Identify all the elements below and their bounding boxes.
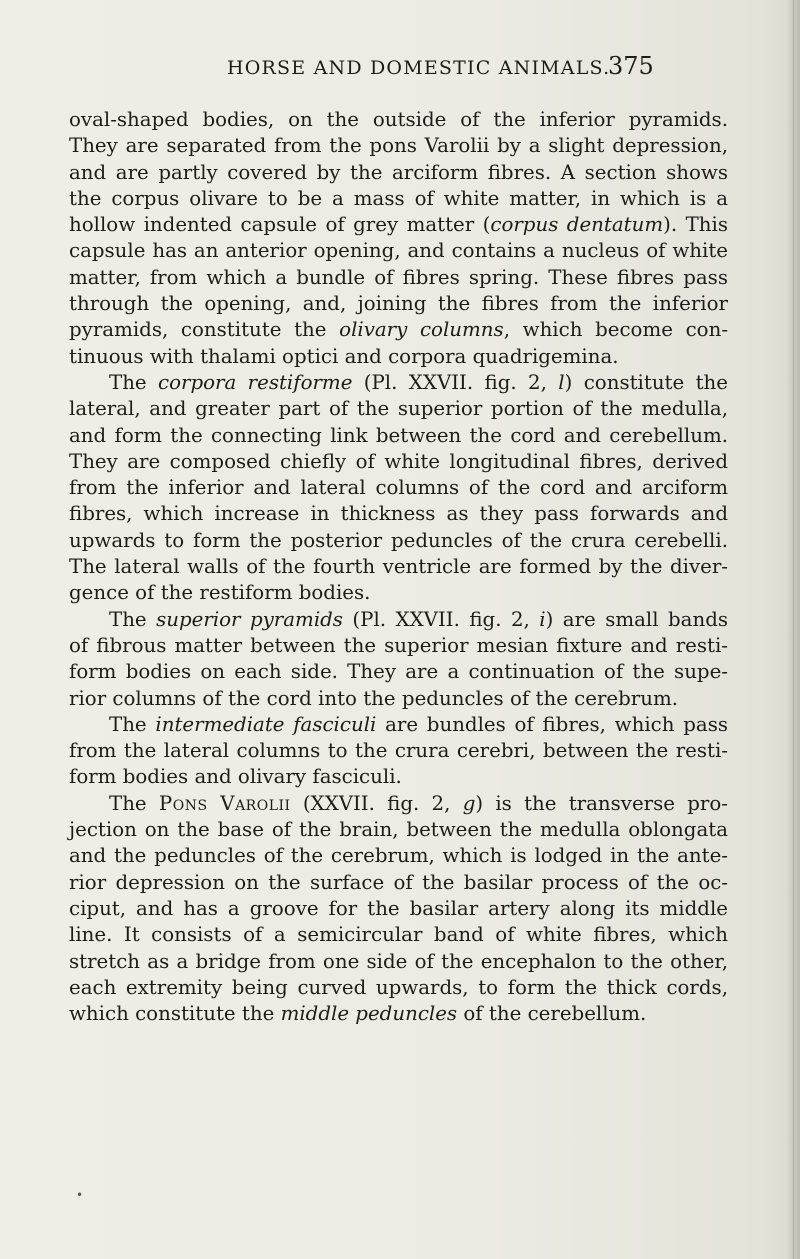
text-segment: form bodies on each side. They are a continuation of the supe- bbox=[69, 660, 728, 684]
text-segment: the corpus olivare to be a mass of white matter, in which is a bbox=[69, 186, 728, 210]
text-line bbox=[69, 160, 728, 186]
text-segment: form bodies and olivary fasciculi. bbox=[69, 765, 402, 789]
text-segment: The lateral walls of the fourth ventricle are formed by the diver- bbox=[69, 555, 728, 579]
text-segment: ) are small bands bbox=[545, 607, 729, 631]
text-line bbox=[69, 238, 728, 264]
text-line bbox=[69, 686, 728, 712]
text-segment: jection on the base of the brain, between the medulla oblongata bbox=[69, 818, 728, 842]
text-segment: ). This bbox=[663, 213, 728, 237]
text-segment: The bbox=[109, 712, 156, 736]
text-segment: (Pl. XXVII. fig. 2, bbox=[342, 607, 540, 631]
text-segment: They are separated from the pons Varolii by a slight depression, bbox=[69, 134, 728, 158]
text-line bbox=[69, 554, 728, 580]
text-line bbox=[69, 817, 728, 843]
text-line bbox=[69, 212, 728, 238]
text-line bbox=[69, 843, 728, 869]
text-line bbox=[69, 975, 728, 1001]
text-line bbox=[69, 265, 728, 291]
text-segment: of the cerebellum. bbox=[457, 1002, 647, 1026]
text-line bbox=[69, 344, 728, 370]
italic-term: l bbox=[558, 370, 565, 394]
text-segment: lateral, and greater part of the superior portion of the medulla, bbox=[69, 397, 728, 421]
text-line bbox=[69, 712, 728, 738]
text-line bbox=[69, 607, 728, 633]
text-segment: tinuous with thalami optici and corpora quadrigemina. bbox=[69, 344, 619, 368]
text-segment: rior columns of the cord into the peduncles of the cerebrum. bbox=[69, 686, 679, 710]
text-segment: each extremity being curved upwards, to form the thick cords, bbox=[69, 975, 728, 999]
text-segment: fibres, which increase in thickness as they pass forwards and bbox=[69, 502, 728, 526]
text-segment: through the opening, and, joining the fibres from the inferior bbox=[69, 292, 728, 316]
text-line bbox=[69, 633, 728, 659]
italic-term: i bbox=[539, 607, 546, 631]
page-number: 375 bbox=[608, 52, 654, 80]
italic-term: superior pyramids bbox=[156, 607, 343, 631]
text-segment: capsule has an anterior opening, and contains a nucleus of white bbox=[69, 239, 728, 263]
text-line bbox=[69, 896, 728, 922]
text-segment: which constitute the bbox=[69, 1002, 281, 1026]
text-segment: ) is the transverse pro- bbox=[475, 791, 728, 815]
text-segment: and are partly covered by the arciform fibres. A section shows bbox=[69, 160, 728, 184]
italic-term: corpora restiforme bbox=[158, 370, 353, 394]
text-segment: (Pl. XXVII. fig. 2, bbox=[352, 370, 559, 394]
text-segment: (XXVII. fig. 2, bbox=[290, 791, 463, 815]
text-segment: and form the connecting link between the cord and cerebellum. bbox=[69, 423, 728, 447]
text-line bbox=[69, 475, 728, 501]
text-line bbox=[69, 870, 728, 896]
text-line bbox=[69, 791, 728, 817]
text-segment: , which become con- bbox=[503, 318, 729, 342]
italic-term: middle peduncles bbox=[280, 1002, 458, 1026]
text-segment: They are composed chiefly of white longitudinal fibres, derived bbox=[69, 449, 728, 473]
text-line bbox=[69, 738, 728, 764]
page-header bbox=[0, 52, 800, 87]
text-line bbox=[69, 922, 728, 948]
text-segment: ciput, and has a groove for the basilar artery along its middle bbox=[69, 896, 728, 920]
text-line bbox=[69, 396, 728, 422]
text-segment: The bbox=[109, 370, 159, 394]
italic-term: intermediate fasciculi bbox=[155, 712, 377, 736]
body-text bbox=[69, 107, 728, 1027]
italic-term: corpus dentatum bbox=[490, 213, 664, 237]
text-line bbox=[69, 370, 728, 396]
text-line bbox=[69, 133, 728, 159]
text-line bbox=[69, 580, 728, 606]
text-segment: from the inferior and lateral columns of the cord and arciform bbox=[69, 476, 728, 500]
text-segment: rior depression on the surface of the basilar process of the oc- bbox=[69, 870, 728, 894]
text-line bbox=[69, 764, 728, 790]
text-segment: oval-shaped bodies, on the outside of the inferior pyramids. bbox=[69, 108, 728, 131]
running-head: HORSE AND DOMESTIC ANIMALS. bbox=[227, 57, 611, 79]
text-segment: matter, from which a bundle of fibres spring. These fibres pass bbox=[69, 265, 728, 289]
text-segment: pyramids, constitute the bbox=[69, 318, 340, 342]
text-segment: The bbox=[109, 607, 157, 631]
text-line bbox=[69, 107, 728, 133]
text-line bbox=[69, 1001, 728, 1027]
text-line bbox=[69, 291, 728, 317]
text-line bbox=[69, 186, 728, 212]
italic-term: g bbox=[462, 791, 476, 815]
text-segment: are bundles of fibres, which pass bbox=[376, 712, 728, 736]
text-line bbox=[69, 501, 728, 527]
italic-term: olivary columns bbox=[339, 318, 504, 342]
text-segment: upwards to form the posterior peduncles of the crura cerebelli. bbox=[69, 528, 728, 552]
text-segment: gence of the restiform bodies. bbox=[69, 581, 371, 605]
text-segment: The bbox=[109, 791, 159, 815]
text-line bbox=[69, 659, 728, 685]
text-line bbox=[69, 449, 728, 475]
text-segment: stretch as a bridge from one side of the encephalon to the other, bbox=[69, 949, 728, 973]
text-segment: and the peduncles of the cerebrum, which is lodged in the ante- bbox=[69, 844, 728, 868]
text-line bbox=[69, 528, 728, 554]
small-caps-term: Pons Varolii bbox=[158, 791, 291, 815]
stray-mark: • bbox=[76, 1188, 84, 1202]
text-line bbox=[69, 423, 728, 449]
page-edge-line bbox=[793, 0, 794, 1259]
text-segment: of fibrous matter between the superior mesian fixture and resti- bbox=[69, 633, 728, 657]
text-segment: line. It consists of a semicircular band of white fibres, which bbox=[69, 923, 728, 947]
text-segment: from the lateral columns to the crura cerebri, between the resti- bbox=[69, 739, 728, 763]
text-segment: ) constitute the bbox=[564, 370, 728, 394]
text-line bbox=[69, 317, 728, 343]
text-line bbox=[69, 949, 728, 975]
text-segment: hollow indented capsule of grey matter ( bbox=[69, 213, 491, 237]
